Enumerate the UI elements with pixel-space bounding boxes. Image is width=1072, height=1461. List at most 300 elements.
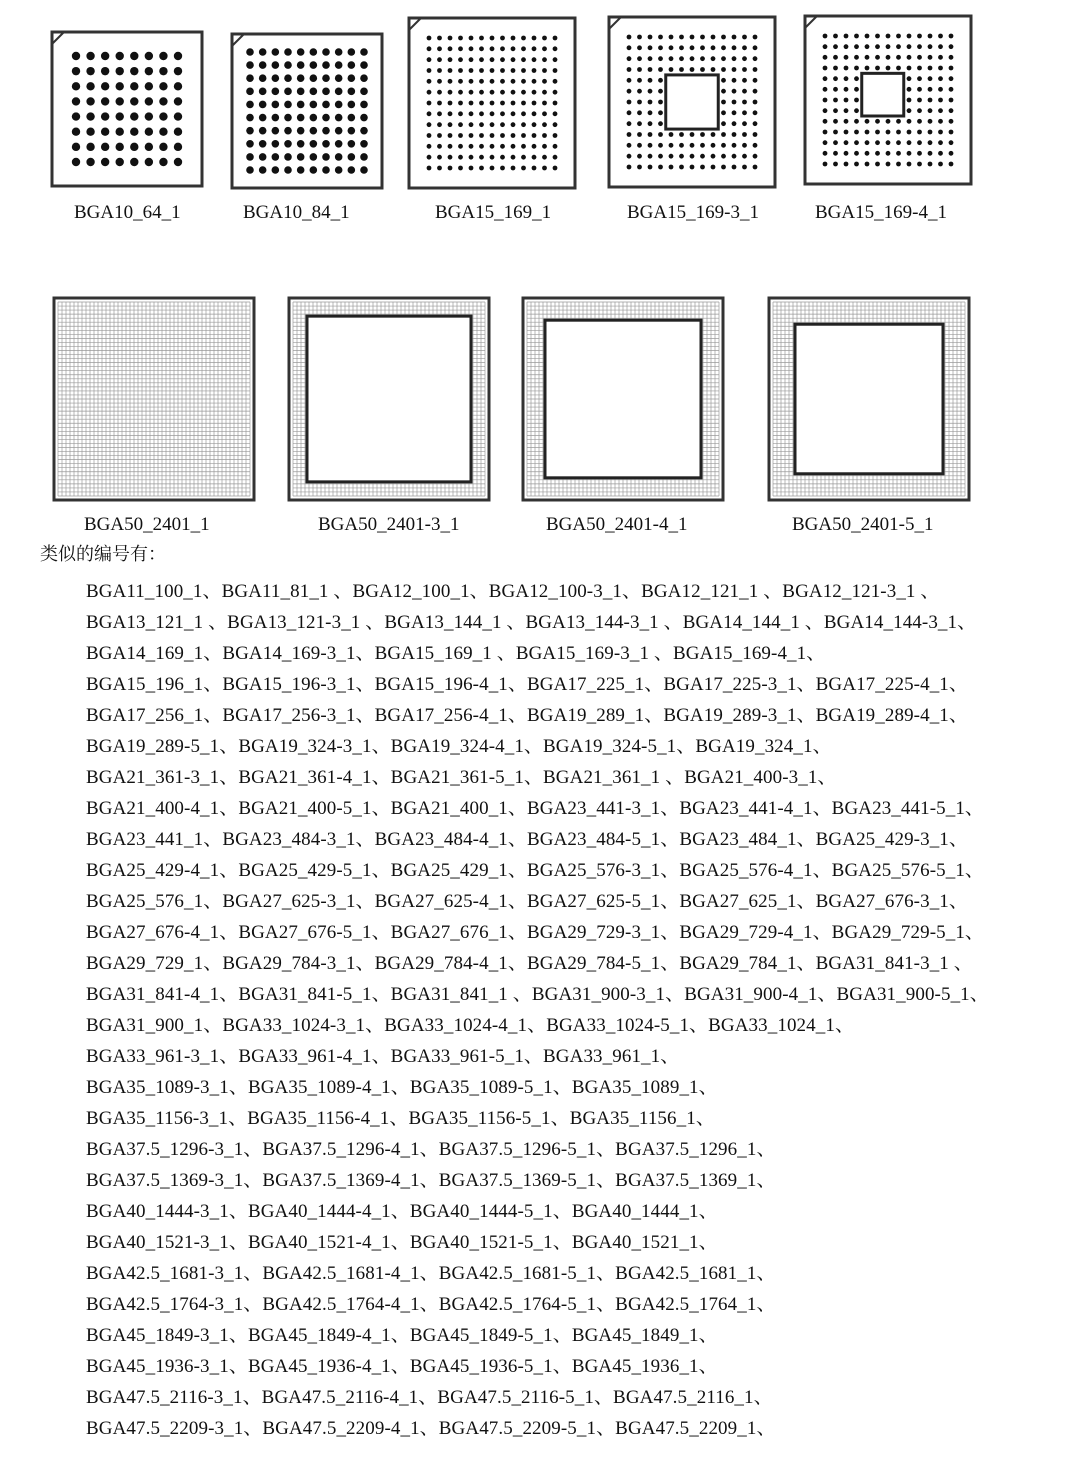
solder-ball — [742, 154, 747, 159]
code-line: BGA47.5_2209-3_1、BGA47.5_2209-4_1、BGA47.5_2209-5_1、BGA47.5_2209_1、 — [86, 1418, 776, 1439]
solder-ball — [427, 122, 432, 127]
solder-ball — [479, 166, 484, 171]
solder-ball — [875, 66, 880, 71]
solder-ball — [469, 111, 474, 116]
solder-ball — [753, 56, 758, 61]
solder-ball — [310, 127, 318, 135]
solder-ball — [844, 55, 849, 60]
solder-ball — [690, 56, 695, 61]
solder-ball — [284, 140, 292, 148]
solder-ball — [437, 122, 442, 127]
solder-ball — [348, 101, 356, 109]
solder-ball — [865, 55, 870, 60]
solder-ball — [458, 36, 463, 41]
solder-ball — [259, 166, 267, 174]
solder-ball — [648, 56, 653, 61]
solder-ball — [553, 46, 558, 51]
solder-ball — [721, 67, 726, 72]
solder-ball — [886, 66, 891, 71]
solder-ball — [130, 128, 138, 136]
solder-ball — [437, 46, 442, 51]
solder-ball — [259, 48, 267, 56]
solder-ball — [637, 132, 642, 137]
solder-ball — [145, 67, 153, 75]
solder-ball — [711, 35, 716, 40]
solder-ball — [637, 165, 642, 170]
solder-ball — [553, 133, 558, 138]
solder-ball — [823, 98, 828, 103]
solder-ball — [511, 111, 516, 116]
solder-ball — [335, 127, 343, 135]
solder-ball — [500, 79, 505, 84]
solder-ball — [753, 100, 758, 105]
solder-ball — [86, 67, 94, 75]
solder-ball — [437, 144, 442, 149]
solder-ball — [130, 67, 138, 75]
solder-ball — [679, 35, 684, 40]
solder-ball — [72, 82, 80, 90]
solder-ball — [949, 55, 954, 60]
solder-ball — [448, 122, 453, 127]
solder-ball — [833, 44, 838, 49]
solder-ball — [732, 132, 737, 137]
solder-ball — [284, 114, 292, 122]
solder-ball — [310, 140, 318, 148]
solder-ball — [711, 165, 716, 170]
solder-ball — [458, 111, 463, 116]
solder-ball — [469, 46, 474, 51]
solder-ball — [886, 151, 891, 156]
solder-ball — [823, 108, 828, 113]
solder-ball — [437, 101, 442, 106]
solder-ball — [711, 45, 716, 50]
solder-ball — [532, 101, 537, 106]
solder-ball — [500, 46, 505, 51]
solder-ball — [116, 112, 124, 120]
solder-ball — [479, 68, 484, 73]
solder-ball — [721, 89, 726, 94]
solder-ball — [469, 155, 474, 160]
solder-ball — [101, 97, 109, 105]
solder-ball — [479, 46, 484, 51]
solder-ball — [833, 98, 838, 103]
solder-ball — [886, 34, 891, 39]
solder-ball — [679, 143, 684, 148]
solder-ball — [938, 44, 943, 49]
solder-ball — [500, 122, 505, 127]
solder-ball — [949, 76, 954, 81]
solder-ball — [335, 88, 343, 96]
solder-ball — [532, 90, 537, 95]
solder-ball — [833, 130, 838, 135]
solder-ball — [246, 61, 254, 69]
solder-ball — [174, 52, 182, 60]
solder-ball — [679, 45, 684, 50]
solder-ball — [101, 112, 109, 120]
solder-ball — [553, 90, 558, 95]
solder-ball — [896, 140, 901, 145]
solder-ball — [742, 132, 747, 137]
solder-ball — [490, 122, 495, 127]
solder-ball — [335, 140, 343, 148]
solder-ball — [322, 114, 330, 122]
solder-ball — [521, 90, 526, 95]
solder-ball — [753, 45, 758, 50]
figure-bga50-2401-3 — [287, 296, 491, 502]
solder-ball — [145, 112, 153, 120]
solder-ball — [511, 68, 516, 73]
solder-ball — [823, 151, 828, 156]
solder-ball — [627, 143, 632, 148]
solder-ball — [284, 101, 292, 109]
solder-ball — [145, 52, 153, 60]
solder-ball — [101, 143, 109, 151]
solder-ball — [907, 151, 912, 156]
code-line: BGA31_841-4_1、BGA31_841-5_1、BGA31_841_1 、BGA31_900-3_1、BGA31_900-4_1、BGA31_900-5_1、 — [86, 984, 989, 1005]
solder-ball — [938, 66, 943, 71]
solder-ball — [721, 100, 726, 105]
solder-ball — [627, 165, 632, 170]
solder-ball — [360, 74, 368, 82]
solder-ball — [448, 166, 453, 171]
solder-ball — [500, 57, 505, 62]
solder-ball — [542, 36, 547, 41]
solder-ball — [174, 112, 182, 120]
solder-ball — [448, 144, 453, 149]
solder-ball — [86, 128, 94, 136]
center-opening — [795, 324, 943, 474]
figure-caption: BGA50_2401-4_1 — [546, 514, 688, 535]
solder-ball — [865, 66, 870, 71]
solder-ball — [116, 67, 124, 75]
solder-ball — [679, 154, 684, 159]
solder-ball — [335, 74, 343, 82]
solder-ball — [700, 132, 705, 137]
solder-ball — [448, 68, 453, 73]
bga-package-drawing — [767, 296, 971, 502]
solder-ball — [479, 144, 484, 149]
solder-ball — [928, 151, 933, 156]
solder-ball — [553, 101, 558, 106]
solder-ball — [500, 144, 505, 149]
figure-caption: BGA15_169_1 — [435, 202, 552, 223]
solder-ball — [637, 78, 642, 83]
solder-ball — [721, 143, 726, 148]
solder-ball — [949, 140, 954, 145]
solder-ball — [479, 101, 484, 106]
solder-ball — [360, 101, 368, 109]
solder-ball — [938, 130, 943, 135]
solder-ball — [159, 158, 167, 166]
solder-ball — [648, 45, 653, 50]
solder-ball — [284, 48, 292, 56]
solder-ball — [284, 166, 292, 174]
solder-ball — [86, 112, 94, 120]
solder-ball — [360, 153, 368, 161]
solder-ball — [500, 111, 505, 116]
solder-ball — [928, 55, 933, 60]
solder-ball — [427, 133, 432, 138]
solder-ball — [865, 162, 870, 167]
solder-ball — [360, 88, 368, 96]
solder-ball — [854, 34, 859, 39]
solder-ball — [854, 162, 859, 167]
solder-ball — [284, 74, 292, 82]
solder-ball — [458, 166, 463, 171]
solder-ball — [690, 67, 695, 72]
solder-ball — [360, 114, 368, 122]
solder-ball — [348, 61, 356, 69]
solder-ball — [637, 154, 642, 159]
solder-ball — [896, 162, 901, 167]
solder-ball — [72, 128, 80, 136]
solder-ball — [896, 119, 901, 124]
solder-ball — [669, 35, 674, 40]
figure-bga15-169-4 — [803, 14, 973, 186]
solder-ball — [145, 97, 153, 105]
solder-ball — [532, 155, 537, 160]
solder-ball — [907, 34, 912, 39]
solder-ball — [627, 89, 632, 94]
solder-ball — [907, 119, 912, 124]
solder-ball — [174, 128, 182, 136]
solder-ball — [348, 140, 356, 148]
solder-ball — [511, 101, 516, 106]
solder-ball — [875, 55, 880, 60]
solder-ball — [658, 154, 663, 159]
solder-ball — [753, 89, 758, 94]
solder-ball — [310, 74, 318, 82]
solder-ball — [753, 121, 758, 126]
solder-ball — [469, 101, 474, 106]
bga-package-drawing — [407, 16, 577, 190]
solder-ball — [732, 45, 737, 50]
solder-ball — [458, 101, 463, 106]
solder-ball — [174, 67, 182, 75]
solder-ball — [297, 101, 305, 109]
solder-ball — [844, 34, 849, 39]
solder-ball — [742, 100, 747, 105]
solder-ball — [711, 143, 716, 148]
solder-ball — [448, 155, 453, 160]
solder-ball — [130, 143, 138, 151]
solder-ball — [500, 68, 505, 73]
solder-ball — [448, 57, 453, 62]
solder-ball — [637, 100, 642, 105]
solder-ball — [823, 119, 828, 124]
solder-ball — [648, 165, 653, 170]
solder-ball — [690, 154, 695, 159]
solder-ball — [844, 87, 849, 92]
solder-ball — [360, 61, 368, 69]
solder-ball — [917, 76, 922, 81]
solder-ball — [928, 108, 933, 113]
solder-ball — [553, 68, 558, 73]
code-line: BGA40_1444-3_1、BGA40_1444-4_1、BGA40_1444-5_1、BGA40_1444_1、 — [86, 1201, 718, 1222]
figure-caption: BGA10_64_1 — [74, 202, 181, 223]
code-line: BGA15_196_1、BGA15_196-3_1、BGA15_196-4_1、BGA17_225_1、BGA17_225-3_1、BGA17_225-4_1、 — [86, 674, 968, 695]
solder-ball — [511, 166, 516, 171]
solder-ball — [854, 87, 859, 92]
figure-caption: BGA15_169-3_1 — [627, 202, 759, 223]
solder-ball — [690, 45, 695, 50]
solder-ball — [637, 89, 642, 94]
solder-ball — [159, 143, 167, 151]
solder-ball — [159, 97, 167, 105]
solder-ball — [742, 35, 747, 40]
solder-ball — [732, 100, 737, 105]
code-line: BGA31_900_1、BGA33_1024-3_1、BGA33_1024-4_1、BGA33_1024-5_1、BGA33_1024_1、 — [86, 1015, 855, 1036]
solder-ball — [297, 114, 305, 122]
solder-ball — [272, 48, 280, 56]
solder-ball — [886, 130, 891, 135]
solder-ball — [553, 111, 558, 116]
figure-caption: BGA10_84_1 — [243, 202, 350, 223]
solder-ball — [627, 45, 632, 50]
solder-ball — [145, 128, 153, 136]
solder-ball — [272, 114, 280, 122]
solder-ball — [833, 55, 838, 60]
solder-ball — [335, 153, 343, 161]
solder-ball — [700, 35, 705, 40]
solder-ball — [917, 151, 922, 156]
solder-ball — [648, 143, 653, 148]
solder-ball — [917, 108, 922, 113]
solder-ball — [532, 111, 537, 116]
solder-ball — [348, 127, 356, 135]
solder-ball — [101, 52, 109, 60]
solder-ball — [521, 79, 526, 84]
solder-ball — [669, 154, 674, 159]
solder-ball — [246, 127, 254, 135]
solder-ball — [627, 67, 632, 72]
solder-ball — [637, 121, 642, 126]
figure-caption: BGA50_2401-5_1 — [792, 514, 934, 535]
code-line: BGA14_169_1、BGA14_169-3_1、BGA15_169_1 、BGA15_169-3_1 、BGA15_169-4_1、 — [86, 643, 826, 664]
solder-ball — [259, 140, 267, 148]
solder-ball — [700, 165, 705, 170]
solder-ball — [627, 110, 632, 115]
solder-ball — [669, 67, 674, 72]
solder-ball — [322, 153, 330, 161]
solder-ball — [458, 90, 463, 95]
solder-ball — [679, 132, 684, 137]
solder-ball — [532, 122, 537, 127]
solder-ball — [844, 44, 849, 49]
solder-ball — [490, 155, 495, 160]
solder-ball — [479, 79, 484, 84]
solder-ball — [348, 88, 356, 96]
solder-ball — [542, 46, 547, 51]
solder-ball — [700, 67, 705, 72]
solder-ball — [917, 87, 922, 92]
solder-ball — [521, 46, 526, 51]
solder-ball — [854, 55, 859, 60]
solder-ball — [648, 110, 653, 115]
solder-ball — [865, 44, 870, 49]
solder-ball — [896, 44, 901, 49]
solder-ball — [949, 162, 954, 167]
solder-ball — [711, 67, 716, 72]
solder-ball — [322, 101, 330, 109]
solder-ball — [322, 61, 330, 69]
solder-ball — [542, 90, 547, 95]
solder-ball — [854, 98, 859, 103]
solder-ball — [700, 143, 705, 148]
solder-ball — [721, 132, 726, 137]
figure-bga50-2401 — [52, 296, 256, 502]
solder-ball — [511, 144, 516, 149]
solder-ball — [322, 88, 330, 96]
solder-ball — [637, 143, 642, 148]
solder-ball — [130, 52, 138, 60]
center-opening — [666, 75, 719, 129]
solder-ball — [427, 90, 432, 95]
solder-ball — [532, 68, 537, 73]
code-line: BGA42.5_1764-3_1、BGA42.5_1764-4_1、BGA42.5_1764-5_1、BGA42.5_1764_1、 — [86, 1294, 776, 1315]
solder-ball — [732, 121, 737, 126]
solder-ball — [938, 55, 943, 60]
solder-ball — [437, 36, 442, 41]
solder-ball — [742, 89, 747, 94]
solder-ball — [823, 34, 828, 39]
solder-ball — [458, 144, 463, 149]
solder-ball — [700, 45, 705, 50]
solder-ball — [637, 45, 642, 50]
solder-ball — [823, 44, 828, 49]
solder-ball — [690, 132, 695, 137]
solder-ball — [907, 108, 912, 113]
solder-ball — [928, 66, 933, 71]
solder-ball — [627, 78, 632, 83]
solder-ball — [928, 162, 933, 167]
solder-ball — [917, 55, 922, 60]
solder-ball — [823, 87, 828, 92]
solder-ball — [458, 68, 463, 73]
solder-ball — [917, 162, 922, 167]
solder-ball — [844, 66, 849, 71]
solder-ball — [679, 56, 684, 61]
solder-ball — [469, 144, 474, 149]
solder-ball — [896, 34, 901, 39]
code-line: BGA37.5_1369-3_1、BGA37.5_1369-4_1、BGA37.5_1369-5_1、BGA37.5_1369_1、 — [86, 1170, 776, 1191]
figure-caption: BGA50_2401_1 — [84, 514, 210, 535]
solder-ball — [700, 154, 705, 159]
solder-ball — [272, 74, 280, 82]
solder-ball — [427, 101, 432, 106]
solder-ball — [648, 154, 653, 159]
solder-ball — [360, 48, 368, 56]
solder-ball — [310, 61, 318, 69]
solder-ball — [532, 36, 537, 41]
solder-ball — [310, 114, 318, 122]
solder-ball — [721, 110, 726, 115]
solder-ball — [928, 140, 933, 145]
solder-ball — [101, 128, 109, 136]
solder-ball — [101, 158, 109, 166]
solder-ball — [949, 130, 954, 135]
solder-ball — [658, 78, 663, 83]
solder-ball — [844, 119, 849, 124]
solder-ball — [875, 119, 880, 124]
solder-ball — [500, 133, 505, 138]
solder-ball — [101, 67, 109, 75]
solder-ball — [753, 110, 758, 115]
bga-package-drawing — [287, 296, 491, 502]
solder-ball — [532, 79, 537, 84]
solder-ball — [823, 66, 828, 71]
solder-ball — [938, 76, 943, 81]
